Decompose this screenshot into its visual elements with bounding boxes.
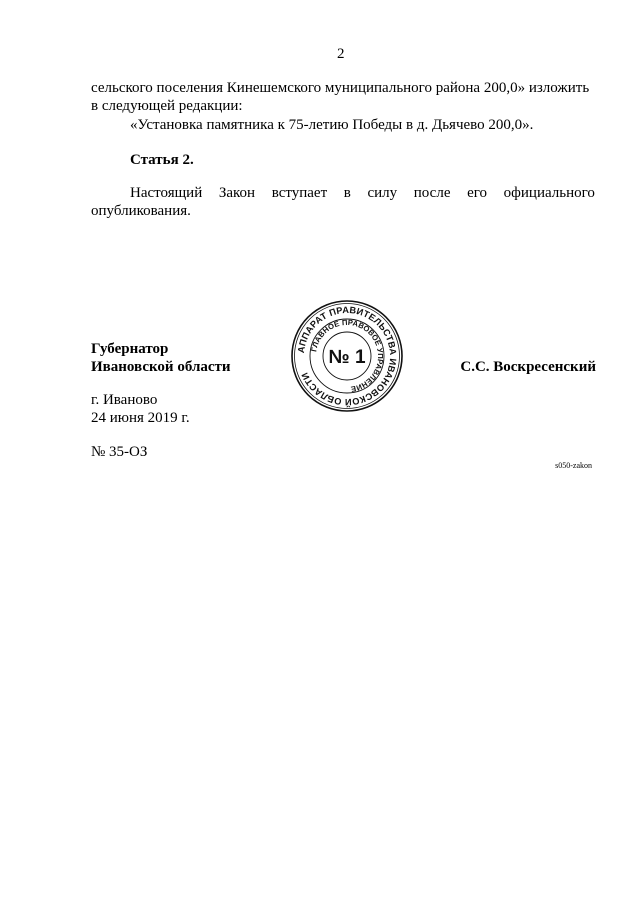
article-text-line-1 (130, 184, 595, 203)
article-word: официального (503, 185, 595, 201)
document-code: s050-zakon (555, 461, 592, 470)
article-word: его (467, 185, 488, 201)
article-word: после (413, 185, 451, 201)
signing-date: 24 июня 2019 г. (91, 410, 190, 426)
body-line-1: сельского поселения Кинешемского муниципального района 200,0» изложить (91, 80, 590, 96)
law-number: № 35-ОЗ (91, 444, 148, 460)
signatory-position-line-1: Губернатор (91, 341, 169, 357)
article-word: Закон (218, 185, 256, 201)
seal-outer-text: АППАРАТ ПРАВИТЕЛЬСТВА ИВАНОВСКОЙ ОБЛАСТИ (296, 304, 399, 408)
seal-inner-text: ГЛАВНОЕ ПРАВОВОЕ УПРАВЛЕНИЕ (309, 317, 386, 394)
article-text-line-2: опубликования. (91, 203, 191, 219)
article-word: в (343, 185, 351, 201)
page-number: 2 (337, 46, 345, 62)
article-word: вступает (271, 185, 328, 201)
signatory-position-line-2: Ивановской области (91, 359, 231, 375)
body-line-2: в следующей редакции: (91, 98, 243, 114)
article-heading: Статья 2. (130, 152, 194, 168)
quote-line: «Установка памятника к 75-летию Победы в д. Дьячево 200,0». (130, 117, 534, 133)
article-word: силу (367, 185, 398, 201)
signatory-name: С.С. Воскресенский (460, 359, 596, 375)
official-seal (290, 299, 404, 413)
city: г. Иваново (91, 392, 158, 408)
article-word: Настоящий (130, 185, 203, 201)
seal-center-number: № 1 (328, 347, 366, 368)
